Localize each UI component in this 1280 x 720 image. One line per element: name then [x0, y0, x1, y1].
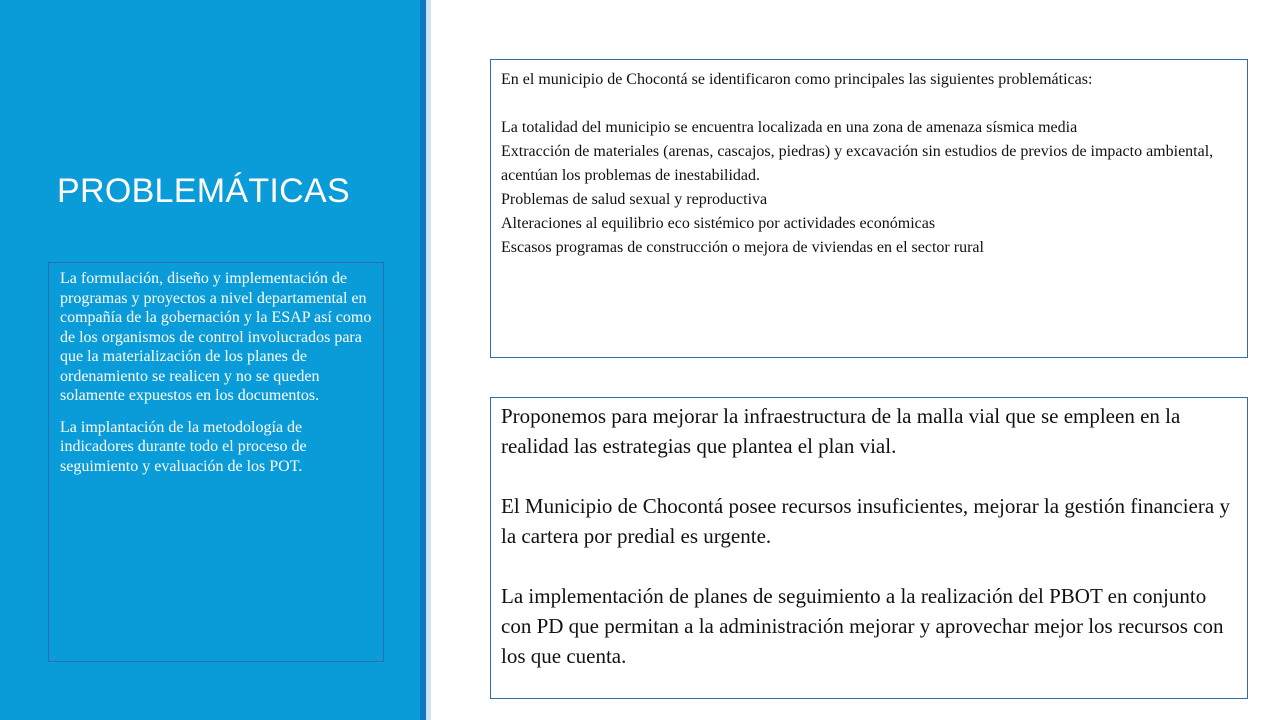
problems-intro: En el municipio de Chocontá se identificaron como principales las siguientes problemáticas: [501, 71, 1093, 88]
problems-list [501, 116, 1237, 260]
left-paragraph: La implantación de la metodología de indicadores durante todo el proceso de seguimiento y evaluación de los POT. [60, 418, 307, 475]
problem-item: Alteraciones al equilibrio eco sistémico por actividades económicas [501, 215, 936, 232]
proposals-text-box[interactable] [490, 397, 1248, 699]
left-text-box[interactable] [48, 262, 384, 662]
proposal-paragraph: La implementación de planes de seguimiento a la realización del PBOT en conjunto con PD que permitan a la administración mejorar y aprovechar mejor los recursos con los que cuenta. [501, 584, 1224, 668]
problem-item: Problemas de salud sexual y reproductiva [501, 191, 768, 208]
problem-item: Escasos programas de construcción o mejora de viviendas en el sector rural [501, 239, 984, 256]
proposal-paragraph: El Municipio de Chocontá posee recursos insuficientes, mejorar la gestión financiera y la cartera por predial es urgente. [501, 494, 1230, 548]
slide-title: PROBLEMÁTICAS [57, 172, 350, 210]
panel-edge-highlight [426, 0, 431, 720]
problems-text-box[interactable] [490, 59, 1248, 358]
left-paragraph: La formulación, diseño y implementación de programas y proyectos a nivel departamental en compañía de la gobernación y la ESAP así como de los organismos de control involucrados para que la materialización de los planes de ordenamiento se realicen y no se queden solamente expuestos en los documentos. [60, 270, 372, 404]
problem-item: Extracción de materiales (arenas, cascajos, piedras) y excavación sin estudios de previos de impacto ambiental, acentúan los problemas de inestabilidad. [501, 143, 1214, 184]
proposal-paragraph: Proponemos para mejorar la infraestructura de la malla vial que se empleen en la realidad las estrategias que plantea el plan vial. [501, 404, 1181, 458]
problem-item: La totalidad del municipio se encuentra localizada en una zona de amenaza sísmica media [501, 119, 1078, 136]
